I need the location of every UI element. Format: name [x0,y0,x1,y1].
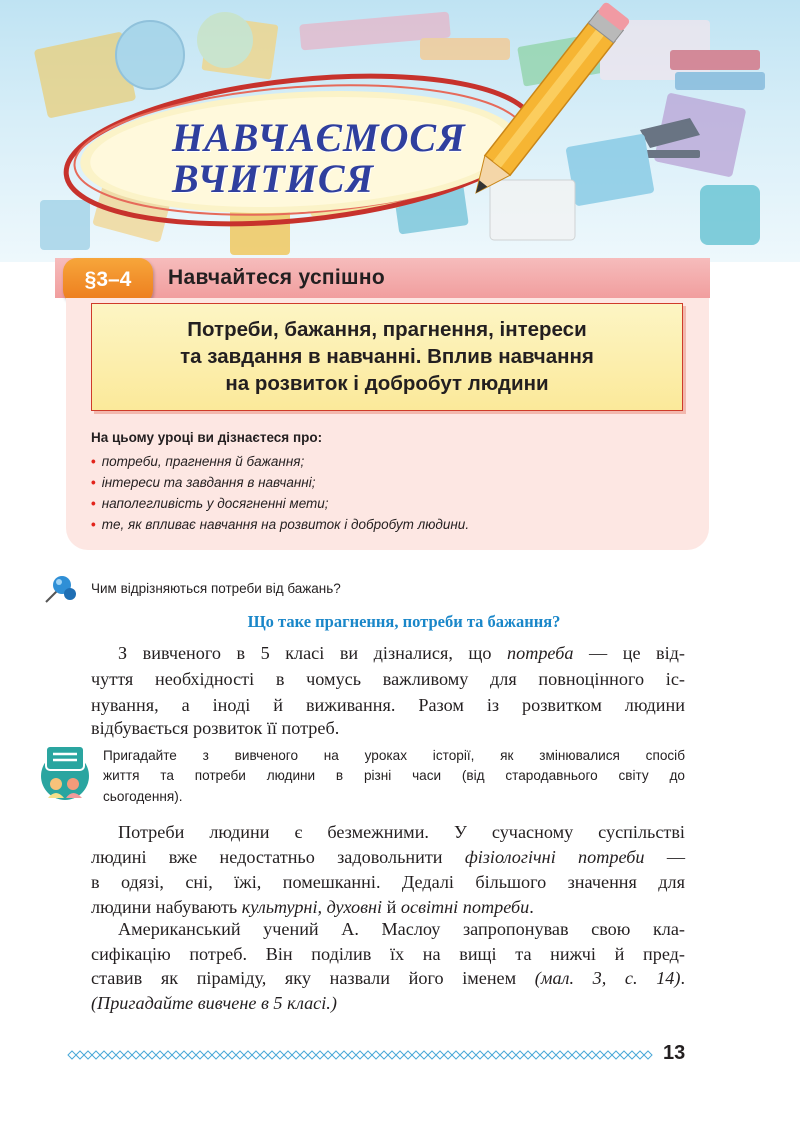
learn-bullet: • потреби, прагнення й бажання; [91,454,305,469]
subheading: Що таке прагнення, потреби та бажання? [247,612,561,631]
topic-line: на розвиток і добробут людини [225,372,549,395]
learn-bullet: • наполегливість у досягненні мети; [91,496,329,511]
page-title-line-2: ВЧИТИСЯ [172,156,375,201]
note-line: життя та потреби людини в різні часи (від стародавнього світу до [103,768,685,783]
paragraph-line: Американський учений А. Маслоу запропонував свою кла- [118,919,685,939]
page-number: 13 [663,1042,686,1064]
diamond-border-line [66,1049,656,1061]
paragraph-line: ставив як піраміду, яку назвали його іменем (мал. 3, с. 14). [91,968,685,988]
page-title-line-1: НАВЧАЄМОСЯ [172,115,466,160]
learn-heading: На цьому уроці ви дізнаєтеся про: [91,430,323,445]
paragraph-line: чуття необхідності в чомусь важливому для повноцінного іс- [91,669,685,689]
section-number: §3–4 [84,268,132,291]
topic-line: Потреби, бажання, прагнення, інтереси [187,318,587,341]
paragraph-line: З вивченого в 5 класі ви дізналися, що потреба — це від- [118,643,685,663]
section-title: Навчайтеся успішно [168,266,385,289]
note-line: сьогодення). [103,789,183,804]
paragraph-line: Потреби людини є безмежними. У сучасному суспільстві [118,822,685,842]
paragraph-line: людини набувають культурні, духовні й освітні потреби. [91,897,534,917]
topic-line: та завдання в навчанні. Вплив навчання [180,345,594,368]
pushpin-icon [40,572,80,608]
paragraph-line: в одязі, сні, їжі, помешканні. Дедалі більшого значення для [91,872,685,892]
question-text: Чим відрізняються потреби від бажань? [91,581,341,596]
chat-bubble-icon [38,744,92,802]
paragraph-line: (Пригадайте вивчене в 5 класі.) [91,993,337,1013]
paragraph-line: нування, а іноді й виживання. Разом із розвитком людини [91,695,685,715]
learn-bullet: • те, як впливає навчання на розвиток і добробут людини. [91,517,470,532]
learn-bullet: • інтереси та завдання в навчанні; [91,475,316,490]
topic-box [91,303,683,411]
paragraph-line: сифікацію потреб. Він поділив їх на вищі та нижчі й пред- [91,944,685,964]
note-line: Пригадайте з вивченого на уроках історії, як змінювалися спосіб [103,748,685,763]
paragraph-line: відбувається розвиток її потреб. [91,718,340,738]
paragraph-line: людині вже недостатньо задовольнити фізіологічні потреби — [91,847,686,867]
header-banner [0,0,800,262]
